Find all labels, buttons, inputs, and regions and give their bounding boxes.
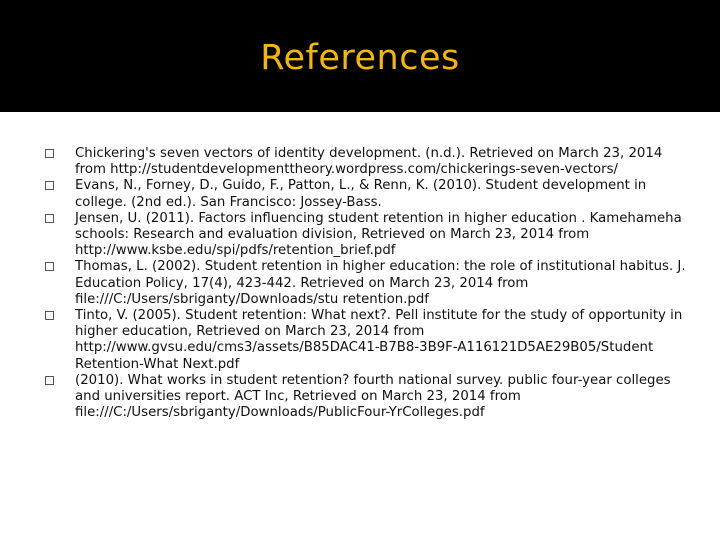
reference-text: Tinto, V. (2005). Student retention: What next?. Pell institute for the study of opportunity in higher education, Retrieved on March 23, 2014 from http://www.gvsu.edu/cms3/assets/B85DAC41-B7B8-3B9F-A116121D5AE29B05/Student Retention-What Next.pdf <box>75 308 683 372</box>
reference-item <box>58 146 690 178</box>
title-bar <box>0 0 720 112</box>
bullet-box-icon <box>45 376 54 385</box>
slide-title: References <box>260 38 460 78</box>
reference-text: Evans, N., Forney, D., Guido, F., Patton, L., & Renn, K. (2010). Student development in college. (2nd ed.). San Francisco: Jossey-Bass. <box>75 178 647 210</box>
reference-item <box>58 211 690 260</box>
reference-text: Thomas, L. (2002). Student retention in higher education: the role of institutional habitus. J. Education Policy, 17(4), 423-442. Retrieved on March 23, 2014 from file:///C:/Users/sbriganty/Downloads/stu retention.pdf <box>75 259 686 307</box>
reference-item <box>58 373 690 422</box>
reference-text: (2010). What works in student retention? fourth national survey. public four-year colleges and universities report. ACT Inc, Retrieved on March 23, 2014 from file:///C:/Users/sbriganty/Downloads/PublicFour-YrColleges.pdf <box>75 372 671 421</box>
reference-text: Chickering's seven vectors of identity development. (n.d.). Retrieved on March 23, 2014 from http://studentdevelopmenttheory.wordpress.com/chickerings-seven-vectors/ <box>75 146 663 178</box>
reference-text: Jensen, U. (2011). Factors influencing student retention in higher education . Kamehameha schools: Research and evaluation division, Retrieved on March 23, 2014 from http://www.ksbe.edu/spi/pdfs/retention_brief.pdf <box>75 210 682 259</box>
reference-item <box>58 308 690 373</box>
reference-item <box>58 178 690 210</box>
reference-list <box>58 146 690 421</box>
bullet-box-icon <box>45 214 54 223</box>
bullet-box-icon <box>45 262 54 271</box>
bullet-box-icon <box>45 181 54 190</box>
bullet-box-icon <box>45 149 54 158</box>
reference-item <box>58 259 690 308</box>
bullet-box-icon <box>45 311 54 320</box>
slide-content <box>0 112 720 540</box>
